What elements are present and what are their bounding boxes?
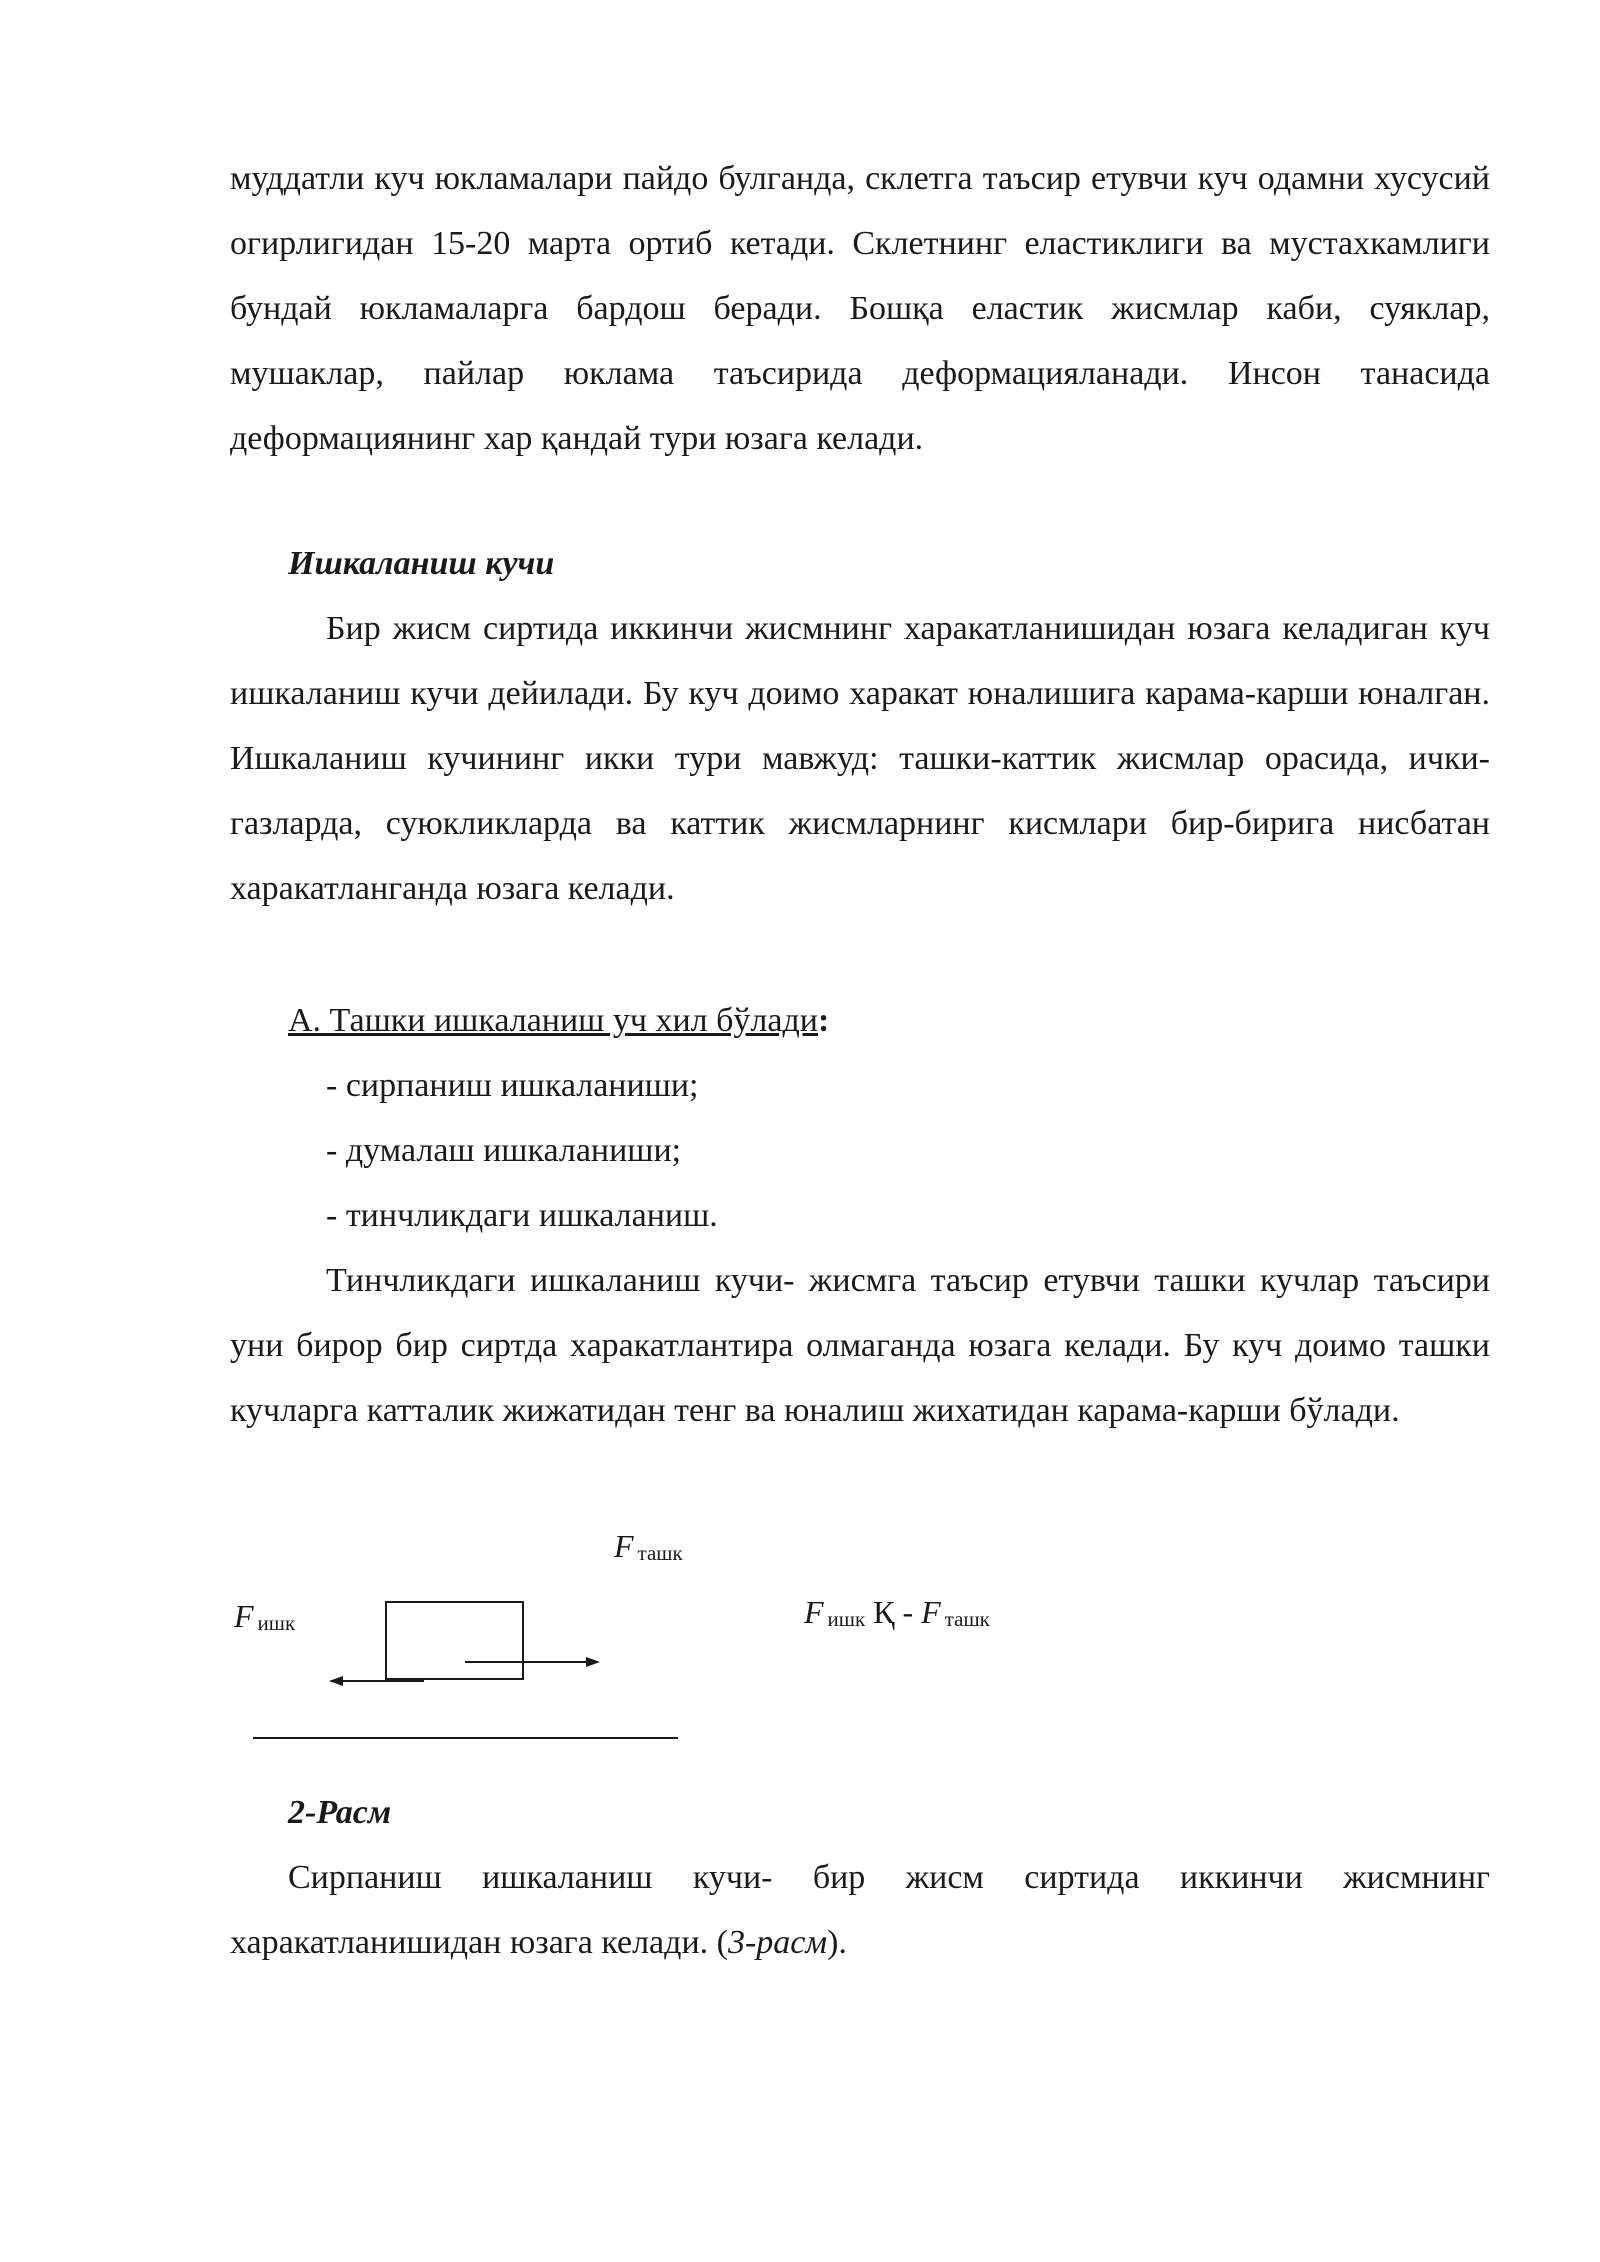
force-subscript: ташк [637,1541,683,1565]
section-heading-friction: Ишкаланиш кучи [288,545,555,582]
equation-operator: Қ - [873,1594,914,1630]
paragraph-text: Сирпаниш ишкаланиш кучи- бир жисм сиртида иккинчи жисмнинг харакатланишидан юзага келади. ( [230,1859,1490,1961]
force-symbol: F [614,1528,634,1564]
paragraph-end: ). [827,1924,847,1961]
figure-caption: 2-Расм [288,1794,392,1831]
list-title-text: А. Ташки ишкаланиш уч хил бўлади [288,1002,818,1039]
list-item: - думалаш ишкаланиши; [326,1132,682,1169]
equation-lhs-sub: ишк [827,1607,866,1631]
force-equation [804,1594,990,1632]
paragraph-static-friction: Тинчликдаги ишкаланиш кучи- жисмга таъсир етувчи ташки кучлар таъсири уни бирор бир сиртда харакатлантира олмаганда юзага келади. Бу куч доимо ташки кучларга катталик жижатидан тенг ва юналиш жихатидан карама-карши бўлади. [230,1262,1490,1429]
paragraph-friction-definition: Бир жисм сиртида иккинчи жисмнинг харакатланишидан юзага келадиган куч ишкаланиш кучи дейилади. Бу куч доимо харакат юналишига карама-карши юналган. Ишкаланиш кучининг икки тури мавжуд: ташки-каттик жисмлар орасида, ички-газларда, суюкликларда ва каттик жисмларнинг кисмлари бир-бирига нисбатан харакатланганда юзага келади. [230,610,1490,907]
paragraph-sliding-friction [230,1845,1490,1975]
equation-lhs: F [804,1594,824,1630]
external-force-label [614,1528,683,1566]
paragraph-skeleton-load: муддатли куч юкламалари пайдо булганда, склетга таъсир етувчи куч одамни хусусий огирлигидан 15-20 марта ортиб кетади. Склетнинг еластиклиги ва мустахкамлиги бундай юкламаларга бардош беради. Бошқа еластик жисмлар каби, суяклар, мушаклар, пайлар юклама таъсирида деформацияланади. Инсон танасида деформациянинг хар қандай тури юзага келади. [230,160,1490,457]
force-symbol: F [234,1598,254,1634]
list-title-colon: : [817,1002,830,1039]
friction-force-label [234,1598,295,1636]
block-body [386,1602,523,1679]
equation-rhs: F [921,1594,941,1630]
list-item: - сирпаниш ишкаланиши; [326,1067,699,1104]
force-subscript: ишк [257,1611,296,1635]
equation-rhs-sub: ташк [944,1607,990,1631]
list-item: - тинчликдаги ишкаланиш. [326,1197,718,1234]
figure-reference: 3-расм [727,1924,828,1961]
